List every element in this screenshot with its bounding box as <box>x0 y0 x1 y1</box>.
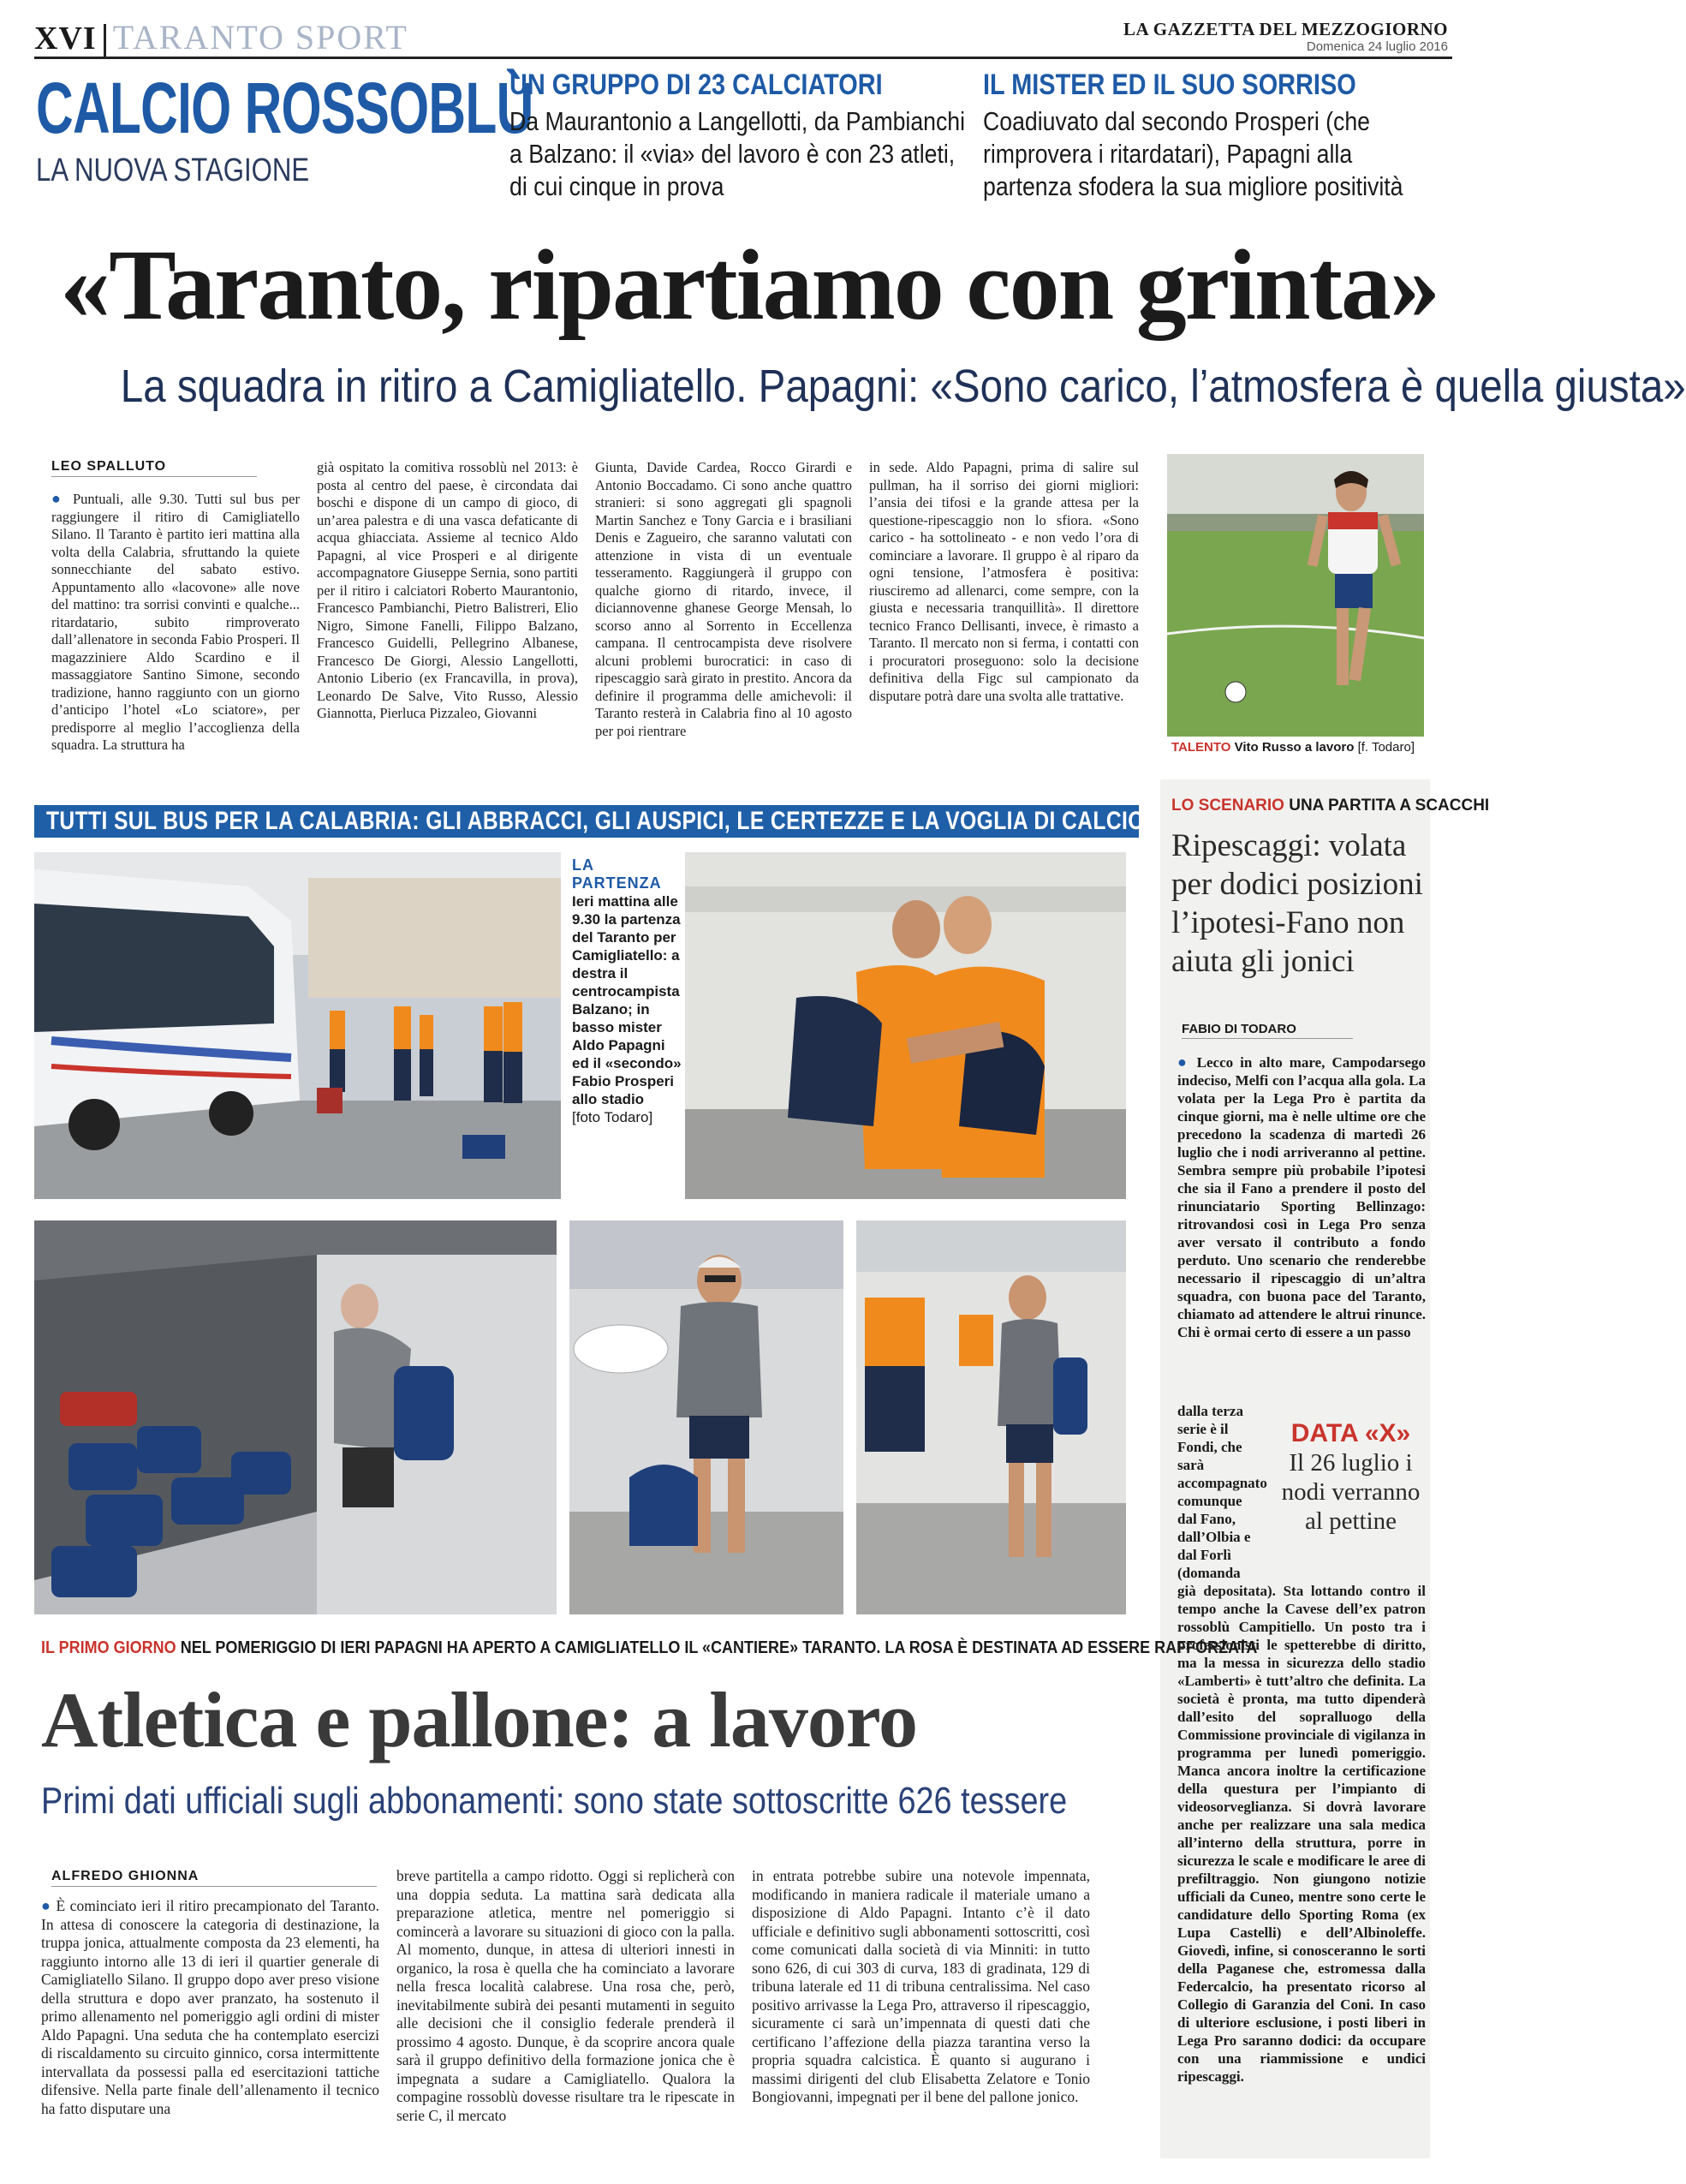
kicker-subtitle: LA NUOVA STAGIONE <box>36 152 310 188</box>
article1-col4: in sede. Aldo Papagni, prima di salire sul pullman, ha il sorriso dei giorni migliori: l’ansia dei tifosi e la grande attesa per la questione-ripescaggio non lo sfiora. «Sono carico - ha sottolineato - e non vedo l’ora di cominciare a lavorare. Il gruppo è al riparo da ogni tensione, l’atmosfera è positiva: riusciremo ad allenarci, come sempre, con la giusta e necessaria tranquillità». Il direttore tecnico Franco Dellisanti, invece, è rimasto a Taranto. Il mercato non si ferma, i contatti con i procuratori proseguono: solo la decisione definitiva della Figc sul campionato da disputare potrà dare una svolta alle trattative. <box>869 459 1139 704</box>
sidebar-text-2: dalla terza serie è il Fondi, che sarà accompagnato comunque dal Fano, dall’Olbia e dal Forlì (domanda <box>1177 1403 1267 1581</box>
article2-col2: breve partitella a campo ridotto. Oggi si replicherà con una doppia seduta. La mattina sarà dedicata alla preparazione atletica, mentre nel pomeriggio si comincerà a lavorare su situazioni di gioco con la palla. Al momento, dunque, in attesa di ulteriori innesti in organico, la rosa è quella che ha cominciato a lavorare nella fresca località calabrese. Una rosa che, però, inevitabilmente subirà dei pesanti mutamenti in seguito alle decisioni che il consiglio federale prenderà il prossimo 4 agosto. Dunque, è da scoprire ancora quale sarà il gruppo definitivo della formazione jonica che è impegnata a sudare a Camigliatello. Qualora la compagine rossoblù dovesse risultare tra le ripescate in serie C, il mercato <box>396 1867 735 2124</box>
bullet-icon: ● <box>41 1897 51 1914</box>
article1-col2: già ospitato la comitiva rossoblù nel 2013: è posta al centro del paese, è circondata dai boschi e dispone di un campo di gioco, di un’area palestra e di una vasca defaticante di acqua ghiacciata. Assieme al tecnico Aldo Papagni, al vice Prosperi e al dirigente accompagnatore Giuseppe Sernia, sono partiti per il ritiro i calciatori Roberto Maurantonio, Francesco Pambianchi, Pietro Balistreri, Elio Nigro, Simone Fanelli, Filippo Balzano, Francesco Guidelli, Pellegrino Albanese, Francesco De Giorgi, Alessio Langellotti, Antonio Liberio (ex Francavilla, in prova), Leonardo De Salve, Vito Russo, Alessio Giannotta, Pierluca Pizzaleo, Giovanni <box>317 459 578 721</box>
caption-label: PARTENZA <box>572 874 662 892</box>
article2-kicker-label: IL PRIMO GIORNO <box>41 1638 176 1657</box>
bullet-icon: ● <box>1177 1053 1190 1071</box>
sidebar-byline: FABIO DI TODARO <box>1182 1022 1296 1036</box>
photo-vito-russo <box>1167 454 1424 737</box>
headline: «Taranto, ripartiamo con grinta» <box>60 229 1439 341</box>
top-box-2 <box>983 69 1445 203</box>
article2-col3: in entrata potrebbe subire una notevole impennata, modificando in maniera radicale il materiale umano a disposizione di Aldo Papagni. Intanto c’è il dato ufficiale e definitivo sugli abbonamenti sottoscritti, così come comunicati dalla società di via Minniti: in tutto sono 626, di cui 303 di curva, 183 di gradinata, 129 di tribuna laterale ed 11 di tribuna centralissima. Nel caso positivo arrivasse la Lega Pro, attraverso il ripescaggio, sicuramente ci sarà un’impennata di questi dati che certificano l’affezione della piazza tarantina verso la propria squadra calcistica. È quanto si augurano i massimi dirigenti del club Elisabetta Zelatore e Tonio Bongiovanni, impegnati per il bene del pallone jonico. <box>752 1867 1090 2105</box>
talento-caption <box>1171 740 1415 755</box>
article1-col1-text: Puntuali, alle 9.30. Tutti sul bus per raggiungere il ritiro di Camigliatello Silano. Il Taranto è partito ieri mattina alla volta della Calabria, sfruttando la quiete sonnecchiante del sabato estivo. Appuntamento allo «lacovone» alle nove del mattino: tra sorrisi convinti e qualche... ritardatario, subito rimproverato dall’allenatore in seconda Fabio Prosperi. Il magazziniere Aldo Scardino e il massaggiatore Santino Simone, secondo tradizione, hanno raggiunto con un giorno d’anticipo l’hotel «Lo sciatore», per predisporre al meglio l’accoglienza della squadra. La struttura ha <box>51 491 300 753</box>
article2-subtitle: Primi dati ufficiali sugli abbonamenti: sono state sottoscritte 626 tessere <box>41 1780 1068 1822</box>
photo-bus-departure <box>34 852 561 1199</box>
header-rule <box>34 57 1452 59</box>
article2-col1-text: È cominciato ieri il ritiro precampionato del Taranto. In attesa di conoscere la categoria di destinazione, la truppa jonica, attualmente composta da 23 elementi, ha raggiunto intorno alle 13 di ieri il quartier generale di Camigliatello Silano. Il gruppo dopo aver preso visione della struttura e dopo aver pranzato, ha sostenuto il primo allenamento nel pomeriggio agli ordini di mister Aldo Papagni. Una seduta che ha contemplato esercizi di riscaldamento su circuito ginnico, corsa intermittente intervallata da possessi palla ed esercitazioni tattiche difensive. Nella parte finale dell’allenamento il tecnico ha fatto disputare una <box>41 1897 380 2117</box>
byline-rule <box>51 1886 377 1887</box>
top-box-title: UN GRUPPO DI 23 CALCIATORI <box>509 69 883 101</box>
article2-title: Atletica e pallone: a lavoro <box>41 1676 917 1763</box>
article2-kicker <box>41 1638 1257 1658</box>
article1-col3: Giunta, Davide Cardea, Rocco Girardi e Antonio Boccadamo. Ci sono anche quattro stranieri: si sono aggregati gli spagnoli Martin Sanchez e Tony Garcia e i brasiliani Denis e Zagueiro, che saranno valutati con attenzione in vista di un eventuale tesseramento. Raggiungerà il gruppo con qualche giorno di ritardo, invece, il diciannovenne ghanese George Mensah, lo scorso anno al Sorrento in Eccellenza campana. Il centrocampista deve risolvere alcuni problemi burocratici: in caso di ripescaggio sarà girato in prestito. Ancora da definire il programma delle amichevoli: il Taranto resterà in Calabria fino al 10 agosto per poi rientrare <box>595 459 852 739</box>
top-box-title: IL MISTER ED IL SUO SORRISO <box>983 69 1356 101</box>
newspaper-name: LA GAZZETTA DEL MEZZOGIORNO <box>1123 19 1448 39</box>
sidebar-text-3: già depositata). Sta lottando contro il tempo anche la Cavese dell’ex patron rossoblù Campitiello. Un posto tra i professionisti le spetterebbe di diritto, ma la messa in sicurezza dello stadio «Lamberti» è tutt’altro che definita. La società è pronta, ma tutto dipenderà dall’esito del sopralluogo della Commissione provinciale di vigilanza in programma per lunedì pomeriggio. Manca ancora inoltre la certificazione della questura per l’impianto di videosorveglianza. Si dovrà lavorare anche per realizzare una sala medica all’interno della struttura, porre in sicurezza le scale e modificare le aree di prefiltraggio. Non giungono notizie ufficiali da Cuneo, mentre sono certe le candidature dello Sporting Roma (ex Lupa Castelli) e dell’Albinoleffe. Giovedì, infine, si conosceranno le sorti della Paganese che, estromessa dalla Federcalcio, ha presentato ricorso al Collegio di Garanzia del Coni. In caso di ulteriore esclusione, i posti liberi in Lega Pro saranno dodici: da occupare con una riammissione e undici ripescaggi. <box>1177 1583 1426 2085</box>
top-box-1 <box>509 69 966 203</box>
caption-label: TALENTO <box>1171 740 1231 755</box>
article2-kicker-text: NEL POMERIGGIO DI IERI PAPAGNI HA APERTO A CAMIGLIATELLO IL «CANTIERE» TARANTO. LA ROSA È DESTINATA AD ESSERE RAFFORZATA <box>180 1638 1258 1657</box>
article2-col1 <box>41 1897 379 2118</box>
photo-hug <box>685 852 1126 1199</box>
data-x-text: Il 26 luglio i nodi verranno al pettine <box>1281 1449 1421 1535</box>
sidebar-text-1-body: Lecco in alto mare, Campodarsego indeciso, Melfi con l’acqua alla gola. La volata per la Lega Pro è partita da cinque giorni, ma è nelle ultime ore che precedono la scadenza di martedì 26 luglio che i nodi arriveranno al pettine. Sembra sempre più probabile l’ipotesi che sia il Fano a prendere il posto del rinunciatario Sporting Bellinzago: ritrovandosi così in Lega Pro senza aver versato il contributo a fondo perduto. Uno scenario che renderebbe necessario il ripescaggio di un’altra squadra, con buona pace del Taranto, chiamato ad attendere le altrui rinunce. Chi è ormai certo di essere a un passo <box>1177 1054 1426 1340</box>
sidebar-title: Ripescaggi: volata per dodici posizioni l’ipotesi-Fano non aiuta gli jonici <box>1171 828 1423 979</box>
article1-col1 <box>51 490 300 755</box>
article2-byline: ALFREDO GHIONNA <box>51 1869 200 1883</box>
caption-text: Vito Russo a lavoro <box>1234 740 1355 755</box>
kicker-title: CALCIO ROSSOBLÙ <box>36 68 533 148</box>
photo-banner <box>34 805 1145 838</box>
data-x-title: DATA «X» <box>1290 1419 1411 1447</box>
sidebar-kicker-text: UNA PARTITA A SCACCHI <box>1289 797 1490 815</box>
caption-text: Ieri mattina alle 9.30 la partenza del Taranto per Camigliatello: a destra il centrocampista Balzano; in basso mister Aldo Papagni ed il «secondo» Fabio Prosperi allo stadio <box>572 893 682 1107</box>
byline-rule <box>1182 1038 1353 1039</box>
header-divider <box>104 24 106 58</box>
page-section-header <box>34 17 408 58</box>
issue-date: Domenica 24 luglio 2016 <box>1306 39 1448 54</box>
caption-credit: [f. Todaro] <box>1357 740 1415 755</box>
bullet-icon: ● <box>51 490 65 507</box>
page-number: XVI <box>34 21 97 57</box>
sidebar-kicker-label: LO SCENARIO <box>1171 797 1284 815</box>
photo-luggage-loading <box>34 1220 557 1614</box>
sidebar-text-1 <box>1177 1053 1426 1341</box>
section-name: TARANTO SPORT <box>112 18 408 57</box>
byline-rule <box>51 476 257 477</box>
sidebar-kicker <box>1171 797 1489 815</box>
top-box-text: Da Maurantonio a Langellotti, da Pambianchi a Balzano: il «via» del lavoro è con 23 atleti, di cui cinque in prova <box>509 106 966 201</box>
photo-papagni <box>569 1220 843 1614</box>
article1-byline: LEO SPALLUTO <box>51 459 167 474</box>
caption-label: LA <box>572 856 594 874</box>
partenza-caption <box>572 856 683 1126</box>
data-x-box <box>1276 1419 1426 1536</box>
photo-prosperi <box>856 1220 1126 1614</box>
photo-banner-text: TUTTI SUL BUS PER LA CALABRIA: GLI ABBRACCI, GLI AUSPICI, LE CERTEZZE E LA VOGLIA DI CALCIO <box>46 807 1145 835</box>
subheadline: La squadra in ritiro a Camigliatello. Papagni: «Sono carico, l’atmosfera è quella giusta» <box>120 361 1686 412</box>
caption-credit: [foto Todaro] <box>572 1109 653 1125</box>
top-box-text: Coadiuvato dal secondo Prosperi (che rimprovera i ritardatari), Papagni alla partenza sfodera la sua migliore positività <box>983 106 1403 201</box>
